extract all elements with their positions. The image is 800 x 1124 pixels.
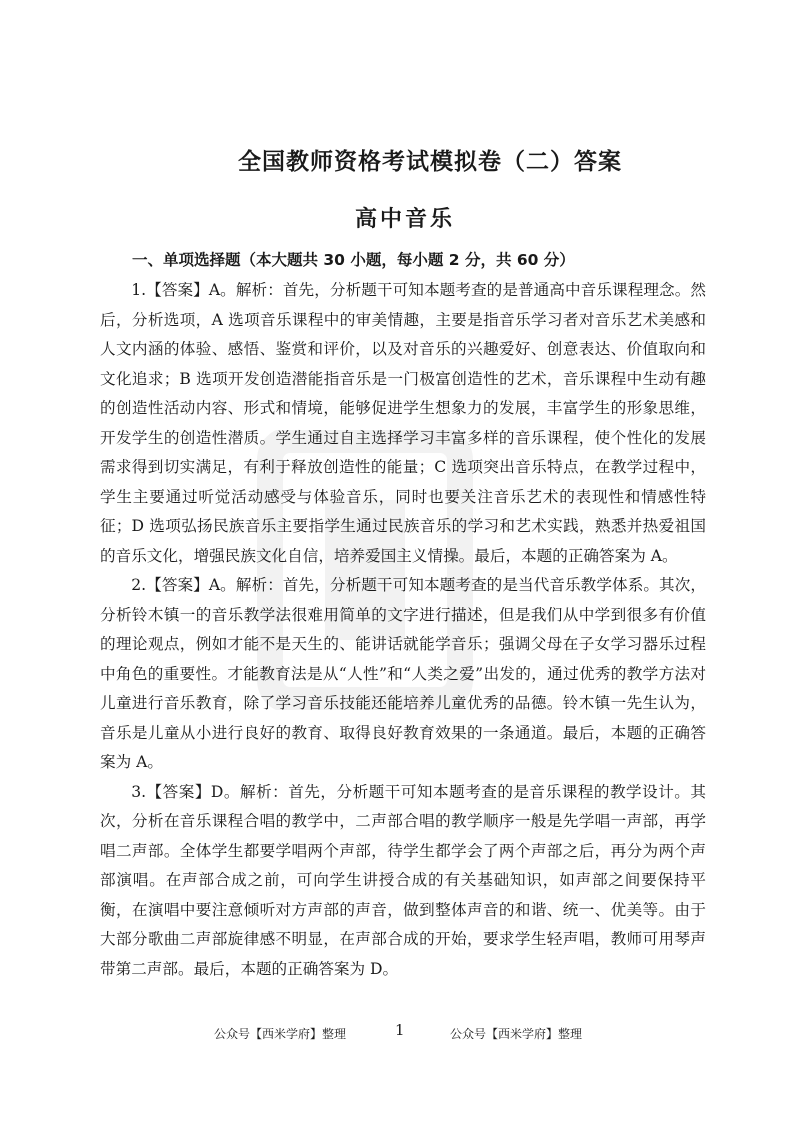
document-title: 全国教师资格考试模拟卷（二）答案	[238, 149, 622, 175]
page-footer	[0, 1023, 800, 1047]
footer-credit-left: 公众号【西米学府】整理	[214, 1027, 347, 1041]
answer-item: 3.【答案】D。解析：首先，分析题干可知本题考查的是音乐课程的教学设计。其次，分析在音乐课程合唱的教学中，二声部合唱的教学顺序一般是先学唱一声部，再学唱二声部。全体学生都要学唱两个声部，待学生都学会了两个声部之后，再分为两个声部演唱。在声部合成之前，可向学生讲授合成的有关基础知识，如声部之间要保持平衡，在演唱中要注意倾听对方声部的声音，做到整体声音的和谐、统一、优美等。由于大部分歌曲二声部旋律感不明显，在声部合成的开始，要求学生轻声唱，教师可用琴声带第二声部。最后，本题的正确答案为 D。	[100, 782, 706, 978]
answer-list	[100, 276, 706, 984]
document-subject: 高中音乐	[354, 207, 455, 232]
footer-credit-right: 公众号【西米学府】整理	[450, 1027, 583, 1041]
section-heading: 一、单项选择题（本大题共 30 小题，每小题 2 分，共 60 分）	[132, 251, 575, 269]
page-number: 1	[395, 1021, 405, 1039]
answer-item: 2.【答案】A。解析：首先，分析题干可知本题考查的是当代音乐教学体系。其次，分析铃木镇一的音乐教学法很难用简单的文字进行描述，但是我们从中学到很多有价值的理论观点，例如才能不是天生的、能讲话就能学音乐；强调父母在子女学习器乐过程中角色的重要性。才能教育法是从“人性”和“人类之爱”出发的，通过优秀的教学方法对儿童进行音乐教育，除了学习音乐技能还能培养儿童优秀的品德。铃木镇一先生认为，音乐是儿童从小进行良好的教育、取得良好教育效果的一条通道。最后，本题的正确答案为 A。	[100, 576, 706, 771]
answer-item: 1.【答案】A。解析：首先，分析题干可知本题考查的是普通高中音乐课程理念。然后，分析选项，A 选项音乐课程中的审美情趣，主要是指音乐学习者对音乐艺术美感和人文内涵的体验、感悟、鉴赏和评价，以及对音乐的兴趣爱好、创意表达、价值取向和文化追求；B 选项开发创造潜能指音乐是一门极富创造性的艺术，音乐课程中生动有趣的创造性活动内容、形式和情境，能够促进学生想象力的发展，丰富学生的形象思维，开发学生的创造性潜质。学生通过自主选择学习丰富多样的音乐课程，使个性化的发展需求得到切实满足，有利于释放创造性的能量；C 选项突出音乐特点，在教学过程中，学生主要通过听觉活动感受与体验音乐，同时也要关注音乐艺术的表现性和情感性特征；D 选项弘扬民族音乐主要指学生通过民族音乐的学习和艺术实践，熟悉并热爱祖国的音乐文化，增强民族文化自信，培养爱国主义情操。最后，本题的正确答案为 A。	[100, 281, 706, 565]
